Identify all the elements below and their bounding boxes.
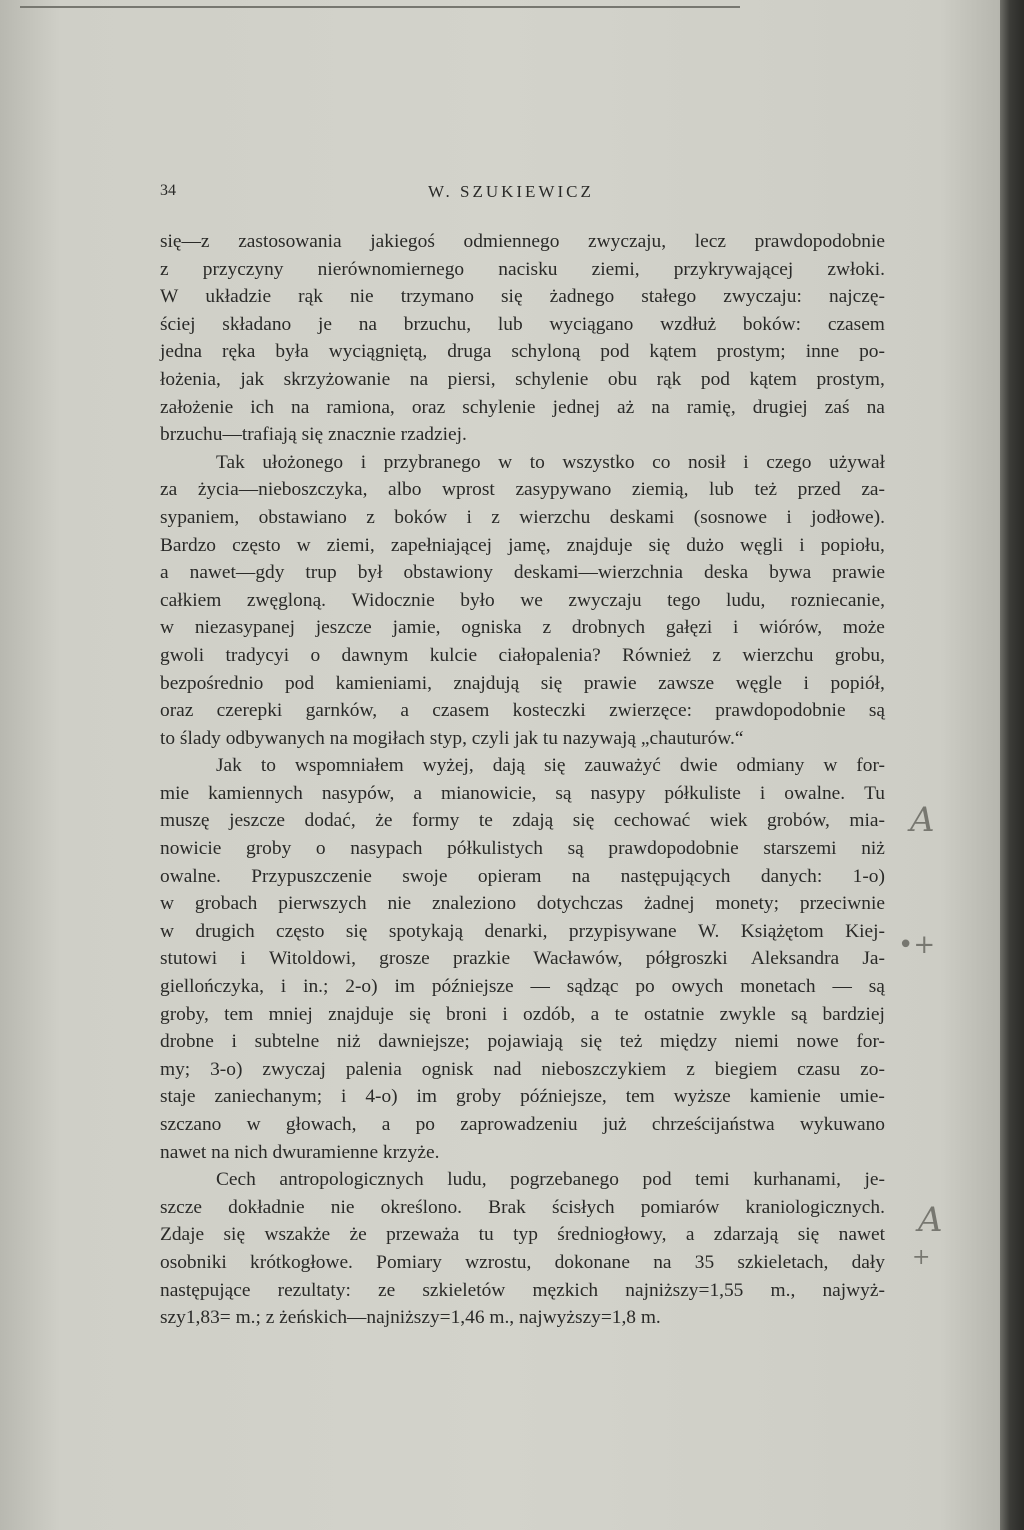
body-text xyxy=(160,228,885,1332)
text-line: następujące rezultaty: ze szkieletów męzkich najniższy=1,55 m., najwyż- xyxy=(160,1279,885,1301)
text-line: Tak ułożonego i przybranego w to wszystko co nosił i czego używał xyxy=(216,451,885,473)
page-edge-line xyxy=(20,6,740,8)
text-line: muszę jeszcze dodać, że formy te zdają się cechować wiek grobów, mia- xyxy=(160,810,885,832)
text-line: w grobach pierwszych nie znaleziono dotychczas żadnej monety; przeciwnie xyxy=(160,893,885,915)
text-line: staje zaniechanym; i 4-o) im groby późniejsze, tem wyższe kamienie umie- xyxy=(160,1086,885,1108)
text-line: szcze dokładnie nie określono. Brak ścisłych pomiarów kraniologicznych. xyxy=(160,1196,885,1218)
text-line: sypaniem, obstawiano z boków i z wierzchu deskami (sosnowe i jodłowe). xyxy=(160,506,885,528)
text-line: założenie ich na ramiona, oraz schylenie jednej aż na ramię, drugiej zaś na xyxy=(160,396,885,418)
margin-mark-3: A xyxy=(918,1200,943,1240)
text-line: to ślady odbywanych na mogiłach styp, czyli jak tu nazywają „chauturów.“ xyxy=(160,727,744,749)
text-line: łożenia, jak skrzyżowanie na piersi, schylenie obu rąk pod kątem prostym, xyxy=(160,368,885,390)
text-line: szy1,83= m.; z żeńskich—najniższy=1,46 m., najwyższy=1,8 m. xyxy=(160,1307,661,1329)
text-line: Cech antropologicznych ludu, pogrzebanego pod temi kurhanami, je- xyxy=(216,1169,885,1191)
text-line: owalne. Przypuszczenie swoje opieram na następujących danych: 1-o) xyxy=(160,865,885,887)
text-line: giellończyka, i in.; 2-o) im późniejsze — sądząc po owych monetach — są xyxy=(160,976,885,998)
text-line: Bardzo często w ziemi, zapełniającej jamę, znajduje się dużo węgli i popiołu, xyxy=(160,534,885,556)
margin-mark-4: + xyxy=(912,1245,931,1270)
margin-mark-1: A xyxy=(910,800,935,840)
page-number: 34 xyxy=(160,182,176,199)
page-header xyxy=(160,180,890,208)
text-line: Zdaje się wszakże że przeważa tu typ średniogłowy, a zdarzają się nawet xyxy=(160,1224,885,1246)
text-line: oraz czerepki garnków, a czasem kosteczki zwierzęce: prawdopodobnie są xyxy=(160,700,885,722)
text-line: osobniki krótkogłowe. Pomiary wzrostu, dokonane na 35 szkieletach, dały xyxy=(160,1251,885,1273)
text-line: jedna ręka była wyciągniętą, druga schyloną pod kątem prostym; inne po- xyxy=(160,341,885,363)
text-line: Jak to wspomniałem wyżej, dają się zauważyć dwie odmiany w for- xyxy=(216,755,885,777)
text-line: z przyczyny nierównomiernego nacisku ziemi, przykrywającej zwłoki. xyxy=(160,258,885,280)
text-line: całkiem zwęgloną. Widocznie było we zwyczaju tego ludu, rozniecanie, xyxy=(160,589,885,611)
text-line: szczano w głowach, a po zaprowadzeniu już chrześcijaństwa wykuwano xyxy=(160,1114,885,1135)
text-line: ściej składano je na brzuchu, lub wyciągano wzdłuż boków: czasem xyxy=(160,313,885,335)
text-line: mie kamiennych nasypów, a mianowicie, są nasypy półkuliste i owalne. Tu xyxy=(160,782,885,804)
text-line: brzuchu—trafiają się znacznie rzadziej. xyxy=(160,424,467,446)
text-line: w niezasypanej jeszcze jamie, ogniska z drobnych gałęzi i wiórów, może xyxy=(160,617,885,639)
text-line: a nawet—gdy trup był obstawiony deskami—wierzchnia deska bywa prawie xyxy=(160,562,885,584)
text-line: się—z zastosowania jakiegoś odmiennego zwyczaju, lecz prawdopodobnie xyxy=(160,231,885,252)
text-line: W układzie rąk nie trzymano się żadnego stałego zwyczaju: najczę- xyxy=(160,286,885,308)
text-line: my; 3-o) zwyczaj palenia ognisk nad nieboszczykiem z biegiem czasu zo- xyxy=(160,1058,885,1080)
text-line: drobne i subtelne niż dawniejsze; pojawiają się też między niemi nowe for- xyxy=(160,1031,885,1053)
running-title: W. SZUKIEWICZ xyxy=(428,182,594,201)
text-line: stutowi i Witoldowi, grosze prazkie Wacławów, półgroszki Aleksandra Ja- xyxy=(160,948,885,970)
text-line: nawet na nich dwuramienne krzyże. xyxy=(160,1141,440,1163)
margin-mark-2: •+ xyxy=(898,930,936,960)
text-line: bezpośrednio pod kamieniami, znajdują się prawie zawsze węgle i popiół, xyxy=(160,672,885,694)
text-line: w drugich często się spotykają denarki, przypisywane W. Książętom Kiej- xyxy=(160,920,885,942)
text-line: groby, tem mniej znajduje się broni i ozdób, a te ostatnie zwykle są bardziej xyxy=(160,1003,885,1025)
text-line: gwoli tradycyi o dawnym kulcie ciałopalenia? Również z wierzchu grobu, xyxy=(160,644,885,666)
text-line: nowicie groby o nasypach półkulistych są prawdopodobnie starszemi niż xyxy=(160,838,885,860)
text-line: za życia—nieboszczyka, albo wprost zasypywano ziemią, lub też przed za- xyxy=(160,479,885,501)
book-spine xyxy=(1000,0,1024,1530)
